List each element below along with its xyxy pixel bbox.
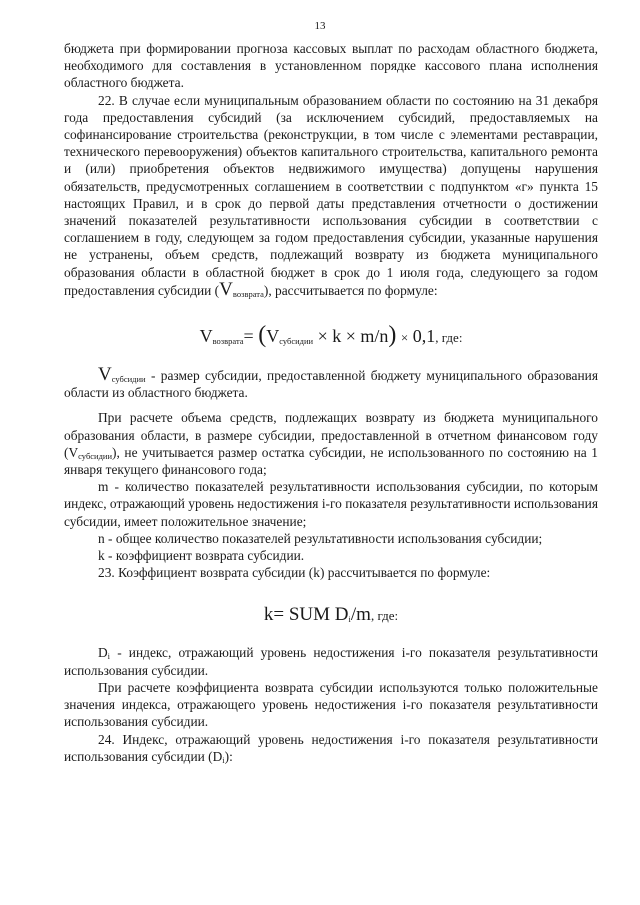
paragraph-22-text: 22. В случае если муниципальным образованием области по состоянию на 31 декабря года предоставления субсидий (за исключением субсидий, предоставляемых на софинансирование строительства (реконструкции, в том числе с элементами реставрации, технического перевооружения) объектов капитального строительства, капитального ремонта и (или) приобретения объектов недвижимого имущества) допущены нарушения обязательств, предусмотренных соглашением в соответствии с подпунктом «г» пункта 15 настоящих Правил, и в срок до первой даты представления отчетности о достижении значений показателей результативности использования субсидии в соответствии с соглашением в году, следующем за годом предоставления субсидии, указанные нарушения не устранены, объем средств, подлежащий возврату из бюджета муниципального образования области в областной бюджет в срок до 1 июля года, следующего за годом предоставления субсидии ( [64, 92, 598, 298]
formula1-coef: 0,1 [412, 326, 436, 347]
definition-n: n - общее количество показателей результативности использования субсидии; [98, 530, 543, 546]
paragraph-24-sub: i [222, 754, 225, 765]
paragraph-22-end: ), рассчитывается по формуле: [263, 282, 438, 298]
formula1-open-paren: ( [258, 322, 267, 349]
formula1-close-paren: ) [388, 322, 397, 349]
def-v-text: - размер субсидии, предоставленной бюджету муниципального образования области из областного бюджета. [64, 368, 598, 401]
definition-v-subsidii [64, 366, 598, 401]
formula2-sub-i: i [348, 614, 351, 625]
formula1-eq: = [243, 326, 254, 347]
formula1-times3: × [400, 330, 409, 346]
formula1-sub-vozvrata: возврата [212, 336, 244, 347]
paragraph-calc-b: ), не учитывается размер остатка субсидии, не использованного по состоянию на 1 января текущего финансового года; [64, 444, 598, 478]
def-v-symbol: V [98, 364, 112, 386]
formula2-where: , где: [370, 608, 399, 624]
paragraph-22 [64, 92, 598, 299]
formula2-lhs: k= SUM D [263, 604, 349, 626]
def-di-symbol: D [98, 645, 108, 661]
definition-k: k - коэффициент возврата субсидии. [98, 548, 305, 564]
formula1-where: , где: [435, 330, 463, 346]
def-v-subscript: субсидии [111, 374, 146, 385]
def-di-text: - индекс, отражающий уровень недостижения i-го показателя результативности использования субсидии. [64, 645, 598, 678]
subscript-vozvrata: возврата [232, 288, 264, 299]
formula1-times1: × [317, 326, 328, 347]
paragraph-calc-a: При расчете объема средств, подлежащих возврату из бюджета муниципального образования области, в размере субсидии, предоставленной в отчетном финансовом году ( [64, 410, 598, 460]
paragraph-23: 23. Коэффициент возврата субсидии (k) рассчитывается по формуле: [98, 565, 491, 581]
paragraph-24 [64, 731, 598, 765]
def-di-subscript: i [107, 651, 111, 662]
paragraph-intro: бюджета при формировании прогноза кассовых выплат по расходам областного бюджета, необходимого для составления в установленном порядке кассового плана исполнения областного бюджета. [64, 41, 598, 91]
definition-di [64, 644, 598, 678]
definition-m: m - количество показателей результативности использования субсидии, по которым индекс, отражающий уровень недостижения i-го показателя результативности использования субсидии, имеет положительное значение; [64, 479, 598, 529]
formula1-v-lhs: V [199, 326, 213, 347]
calc-v-symbol: V [68, 444, 79, 460]
paragraph-24-b: ): [224, 748, 233, 764]
formula-return-coefficient [64, 603, 598, 628]
page-number: 13 [314, 20, 326, 32]
paragraph-24-a: 24. Индекс, отражающий уровень недостижения i-го показателя результативности использования субсидии (D [64, 731, 598, 764]
formula1-times2: × [345, 326, 356, 347]
formula1-v-sub: V [266, 326, 280, 347]
paragraph-calc [64, 409, 598, 478]
document-body [64, 40, 598, 765]
formula1-k: k [332, 326, 342, 347]
formula1-mn: m/n [360, 326, 389, 347]
calc-v-subscript: субсидии [78, 450, 113, 461]
formula-return-volume [64, 323, 598, 350]
formula1-sub-subsidii: субсидии [279, 336, 314, 347]
paragraph-positive: При расчете коэффициента возврата субсидии используются только положительные значения индекса, отражающего уровень недостижения i-го показателя результативности использования субсидии. [64, 679, 598, 730]
formula2-rest: /m [350, 604, 371, 626]
symbol-v: V [219, 278, 233, 300]
